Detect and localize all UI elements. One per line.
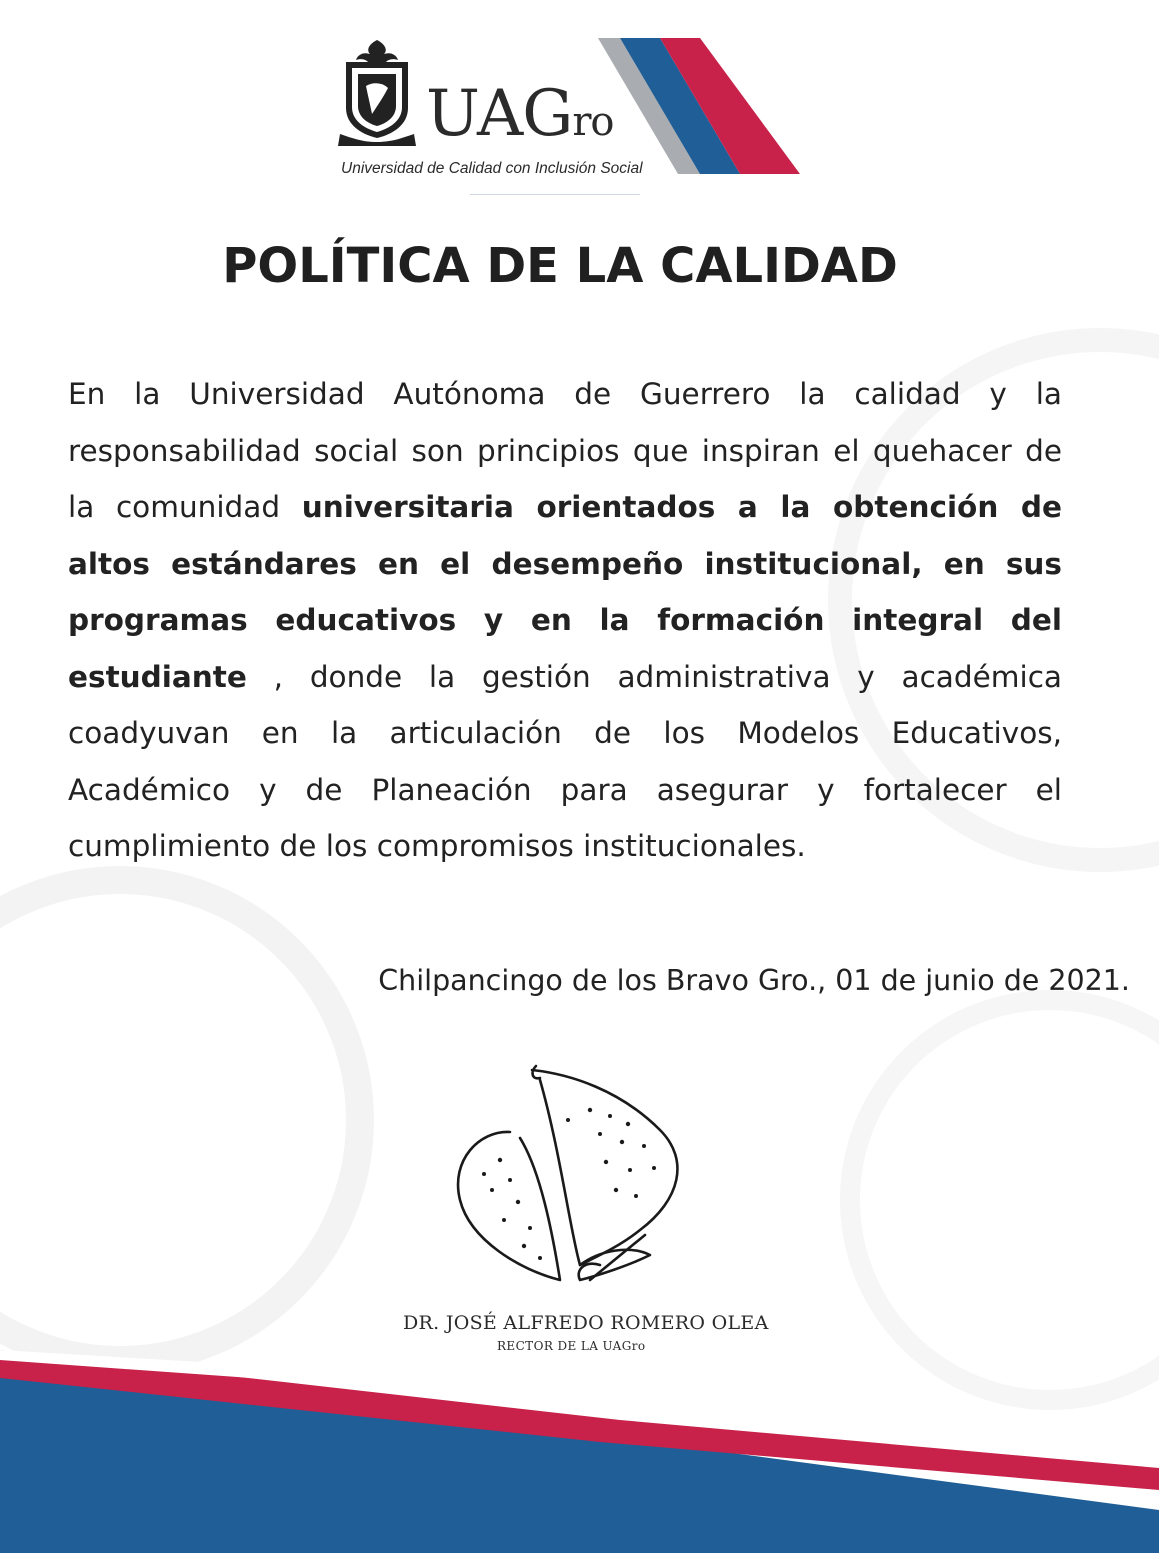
signatory-name: DR. JOSÉ ALFREDO ROMERO OLEA [403,1312,769,1334]
university-crest-logo [336,38,418,150]
header-divider [470,194,640,195]
paragraph-part-2: , donde la gestión administrativa y académica coadyuvan en la articulación de los Modelos Educativos, Académico y de Planeación para asegurar y fortalecer el cumplimiento de los compromisos institucionales. [68,659,1062,863]
letterhead [0,0,1159,210]
tagline: Universidad de Calidad con Inclusión Social [341,160,643,177]
paragraph-bold: universitaria orientados a la obtención de altos estándares en el desempeño institucional, en sus programas educativos y en la formación integral del estudiante [68,490,1063,694]
logo-suffix: ro [572,99,614,145]
place-and-date: Chilpancingo de los Bravo Gro., 01 de junio de 2021. [378,964,1130,997]
footer-stripes [0,1350,1159,1553]
policy-paragraph [68,366,1062,875]
logo-main: UAG [426,77,573,151]
handwritten-signature [440,1050,720,1310]
paragraph-part-1: En la Universidad Autónoma de Guerrero la calidad y la responsabilidad social son principios que inspiran el quehacer de la comunidad [68,377,1062,524]
document-title: POLÍTICA DE LA CALIDAD [222,238,898,294]
signatory-role: RECTOR DE LA UAGro [497,1339,646,1353]
uagro-wordmark [426,77,614,154]
